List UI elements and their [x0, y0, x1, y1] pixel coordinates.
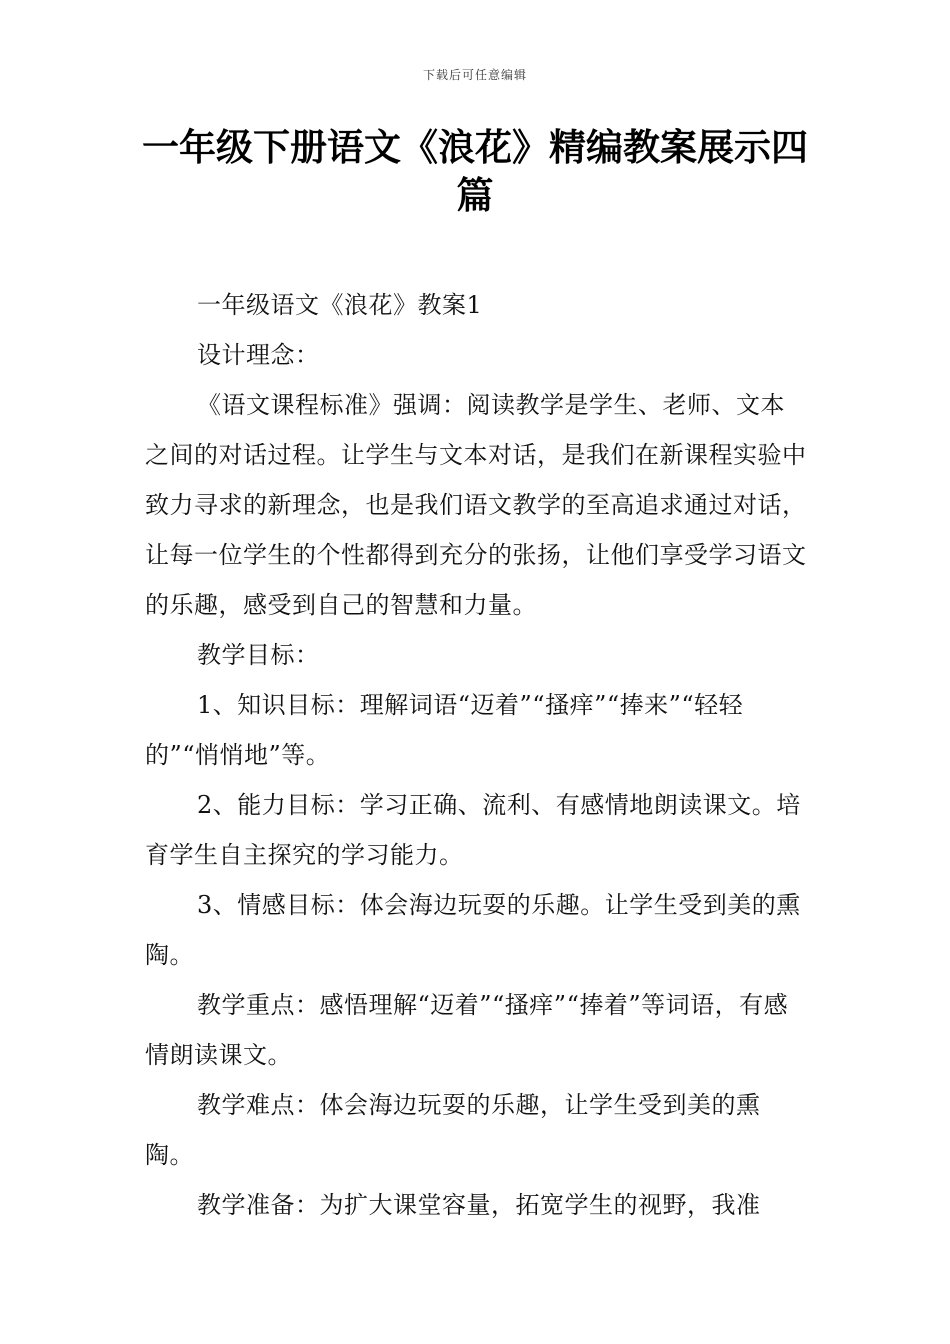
goal-knowledge: 1、知识目标：理解词语“迈着”“搔痒”“捧来”“轻轻的”“悄悄地”等。	[145, 691, 744, 769]
teaching-preparation: 教学准备：为扩大课堂容量，拓宽学生的视野，我准	[197, 1191, 761, 1219]
lesson-heading: 一年级语文《浪花》教案1	[197, 291, 483, 319]
section-label-teaching-goals: 教学目标：	[197, 641, 320, 669]
document-body	[145, 280, 807, 1230]
goal-ability: 2、能力目标：学习正确、流利、有感情地朗读课文。培育学生自主探究的学习能力。	[145, 791, 801, 869]
section-label-design-concept: 设计理念：	[197, 341, 320, 369]
header-note: 下载后可任意编辑	[422, 68, 527, 82]
paragraph-design-concept: 《语文课程标准》强调：阅读教学是学生、老师、文本之间的对话过程。让学生与文本对话，是我们在新课程实验中致力寻求的新理念，也是我们语文教学的至高追求通过对话，让每一位学生的个性都得到充分的张扬，让他们享受学习语文的乐趣，感受到自己的智慧和力量。	[145, 391, 807, 619]
document-title: 一年级下册语文《浪花》精编教案展示四篇	[142, 126, 808, 217]
teaching-key-point: 教学重点：感悟理解“迈着”“搔痒”“捧着”等词语，有感情朗读课文。	[145, 991, 789, 1069]
teaching-difficulty: 教学难点：体会海边玩耍的乐趣，让学生受到美的熏陶。	[145, 1091, 761, 1169]
goal-emotion: 3、情感目标：体会海边玩耍的乐趣。让学生受到美的熏陶。	[145, 891, 801, 969]
